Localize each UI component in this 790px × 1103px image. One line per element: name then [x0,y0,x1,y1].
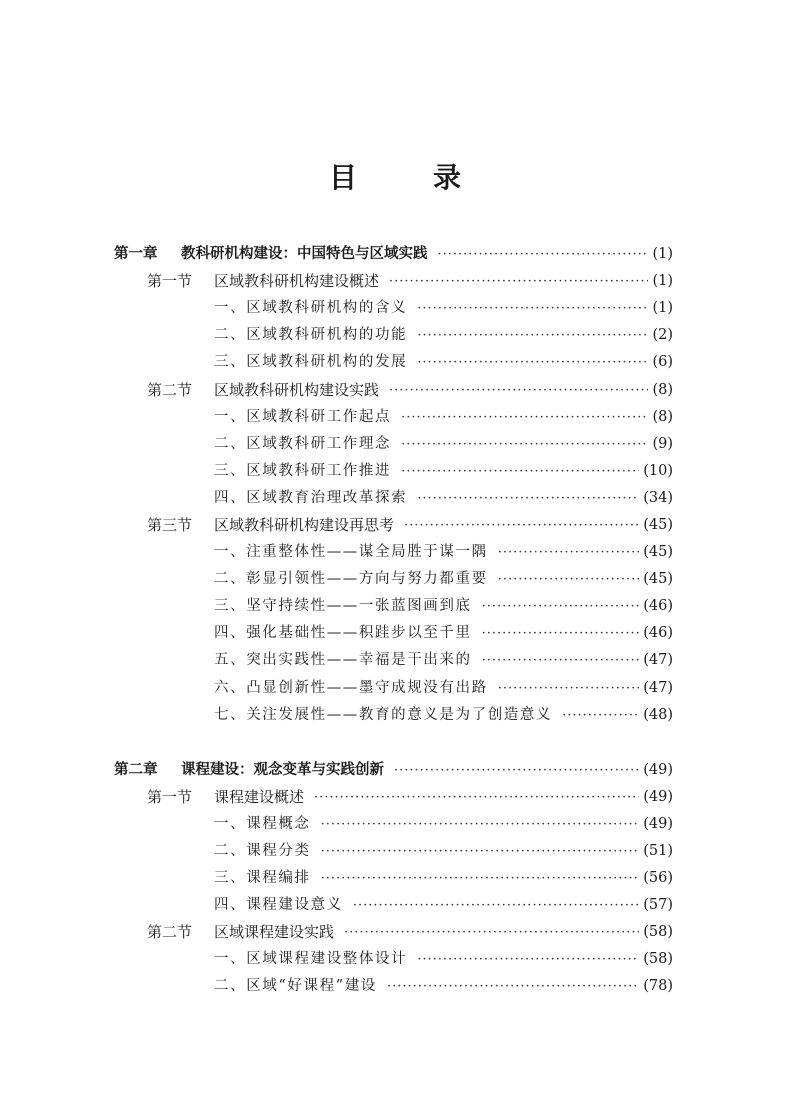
toc-entry-title: 一、注重整体性——谋全局胜于谋一隅 [214,544,488,561]
toc-entry-label [214,593,472,620]
toc-entry-title: 区域教科研机构建设概述 [214,272,380,291]
toc-page-number: (6) [652,354,673,371]
toc-entry-title: 四、课程建设意义 [214,897,343,914]
toc-entry-title: 二、区域教科研机构的功能 [214,327,408,344]
toc-page-number: (45) [643,571,673,588]
toc-entry-label [214,295,407,322]
toc-entry-title: 五、突出实践性——幸福是干出来的 [214,652,472,669]
toc-entry-label [214,349,407,376]
dot-leader [482,647,640,674]
dot-leader [389,268,648,295]
toc-page-number: (45) [643,544,673,561]
toc-entry-label [214,973,377,1000]
table-of-contents [0,241,790,1001]
toc-chapter-entry[interactable] [0,241,790,268]
toc-subsection-entry[interactable] [0,647,790,674]
toc-page-number: (46) [643,625,673,642]
toc-page-number: (1) [652,273,673,290]
dot-leader [353,892,639,919]
toc-page-number: (10) [643,462,673,479]
toc-entry-label [214,620,472,647]
section-gap [0,729,790,757]
toc-entry-label [214,485,407,512]
toc-entry-title: 一、区域课程建设整体设计 [214,951,408,968]
toc-entry-title: 三、区域教科研工作推进 [214,462,392,479]
toc-chapter-entry[interactable] [0,757,790,784]
toc-section-entry[interactable] [0,919,790,946]
dot-leader [498,675,640,702]
toc-page-number: (47) [643,679,673,696]
toc-entry-label [214,892,343,919]
toc-entry-title: 二、彰显引领性——方向与努力都重要 [214,571,488,588]
dot-leader [498,566,640,593]
toc-section-entry[interactable] [0,268,790,295]
toc-entry-label [147,512,394,539]
toc-page-number: (8) [652,408,673,425]
toc-entry-title: 教科研机构建设：中国特色与区域实践 [181,246,428,263]
toc-entry-number: 第一节 [147,787,193,806]
toc-subsection-entry[interactable] [0,458,790,485]
toc-entry-title: 课程建设概述 [214,787,305,806]
dot-leader [344,919,639,946]
toc-page-number: (49) [643,788,673,805]
toc-entry-title: 课程建设：观念变革与实践创新 [181,761,384,778]
dot-leader [401,458,639,485]
toc-entry-label [114,241,428,268]
toc-page-number: (47) [643,652,673,669]
toc-subsection-entry[interactable] [0,566,790,593]
toc-entry-label [214,404,391,431]
dot-leader [417,946,639,973]
toc-entry-label [214,865,311,892]
toc-entry-title: 一、区域教科研工作起点 [214,408,392,425]
toc-entry-number: 第二节 [147,380,193,399]
dot-leader [417,322,648,349]
toc-entry-number: 第三节 [147,515,193,534]
dot-leader [389,377,648,404]
toc-subsection-entry[interactable] [0,675,790,702]
dot-leader [482,620,640,647]
toc-entry-label [214,675,488,702]
toc-entry-label [147,919,334,946]
toc-entry-title: 一、课程概念 [214,815,311,832]
toc-subsection-entry[interactable] [0,702,790,729]
toc-entry-label [214,702,552,729]
toc-page-number: (48) [643,706,673,723]
dot-leader [314,784,639,811]
toc-entry-title: 二、区域教科研工作理念 [214,435,392,452]
toc-entry-title: 一、区域教科研机构的含义 [214,300,408,317]
toc-entry-title: 区域教科研机构建设实践 [214,380,380,399]
toc-entry-number: 第二节 [147,923,193,942]
toc-entry-label [214,838,311,865]
dot-leader [321,838,640,865]
toc-subsection-entry[interactable] [0,620,790,647]
toc-subsection-entry[interactable] [0,295,790,322]
toc-section-entry[interactable] [0,512,790,539]
toc-page-number: (2) [652,327,673,344]
toc-page-number: (56) [643,870,673,887]
dot-leader [417,349,648,376]
toc-entry-label [147,784,304,811]
toc-entry-title: 二、课程分类 [214,843,311,860]
toc-entry-number: 第一节 [147,272,193,291]
toc-subsection-entry[interactable] [0,811,790,838]
toc-entry-title: 三、坚守持续性——一张蓝图画到底 [214,598,472,615]
toc-page-number: (57) [643,897,673,914]
toc-entry-title: 四、区域教育治理改革探索 [214,489,408,506]
toc-entry-label [214,539,488,566]
toc-subsection-entry[interactable] [0,485,790,512]
toc-page-number: (34) [643,489,673,506]
toc-entry-title: 二、区域“好课程”建设 [214,978,377,995]
toc-page-number: (51) [643,843,673,860]
toc-page-number: (58) [643,924,673,941]
toc-subsection-entry[interactable] [0,593,790,620]
toc-entry-title: 区域课程建设实践 [214,923,335,942]
toc-entry-label [114,757,384,784]
toc-entry-title: 四、强化基础性——积跬步以至千里 [214,625,472,642]
toc-entry-label [214,566,488,593]
toc-entry-number: 第二章 [114,761,158,778]
toc-page-number: (46) [643,598,673,615]
dot-leader [401,404,648,431]
toc-section-entry[interactable] [0,376,790,403]
toc-subsection-entry[interactable] [0,322,790,349]
page-title: 目 录 [328,161,485,194]
toc-entry-label [214,322,407,349]
toc-entry-title: 七、关注发展性——教育的意义是为了创造意义 [214,706,553,723]
toc-page-number: (49) [643,761,673,778]
toc-entry-label [214,458,391,485]
dot-leader [387,973,639,1000]
toc-page-number: (1) [652,246,673,263]
toc-subsection-entry[interactable] [0,431,790,458]
toc-subsection-entry[interactable] [0,973,790,1000]
dot-leader [562,702,639,729]
dot-leader [417,485,639,512]
toc-subsection-entry[interactable] [0,892,790,919]
dot-leader [394,757,639,784]
dot-leader [438,241,649,268]
toc-page-number: (8) [652,381,673,398]
toc-page-number: (78) [643,978,673,995]
toc-page-number: (58) [643,951,673,968]
toc-section-entry[interactable] [0,784,790,811]
toc-page-number: (49) [643,815,673,832]
toc-entry-label [214,946,407,973]
toc-page-number: (1) [652,300,673,317]
toc-entry-title: 三、课程编排 [214,870,311,887]
toc-subsection-entry[interactable] [0,539,790,566]
dot-leader [498,539,640,566]
toc-page-number: (45) [643,516,673,533]
toc-entry-label [214,647,472,674]
toc-entry-label [147,377,379,404]
toc-entry-number: 第一章 [114,246,158,263]
toc-entry-title: 区域教科研机构建设再思考 [214,515,395,534]
dot-leader [417,295,648,322]
toc-entry-title: 六、凸显创新性——墨守成规没有出路 [214,679,488,696]
toc-subsection-entry[interactable] [0,404,790,431]
toc-page-number: (9) [652,435,673,452]
toc-subsection-entry[interactable] [0,838,790,865]
dot-leader [401,431,648,458]
toc-entry-label [214,811,311,838]
dot-leader [482,593,640,620]
toc-subsection-entry[interactable] [0,865,790,892]
toc-entry-title: 三、区域教科研机构的发展 [214,354,408,371]
dot-leader [321,865,640,892]
toc-entry-label [147,268,379,295]
toc-entry-label [214,431,391,458]
dot-leader [404,512,639,539]
dot-leader [321,811,640,838]
toc-subsection-entry[interactable] [0,946,790,973]
toc-subsection-entry[interactable] [0,349,790,376]
